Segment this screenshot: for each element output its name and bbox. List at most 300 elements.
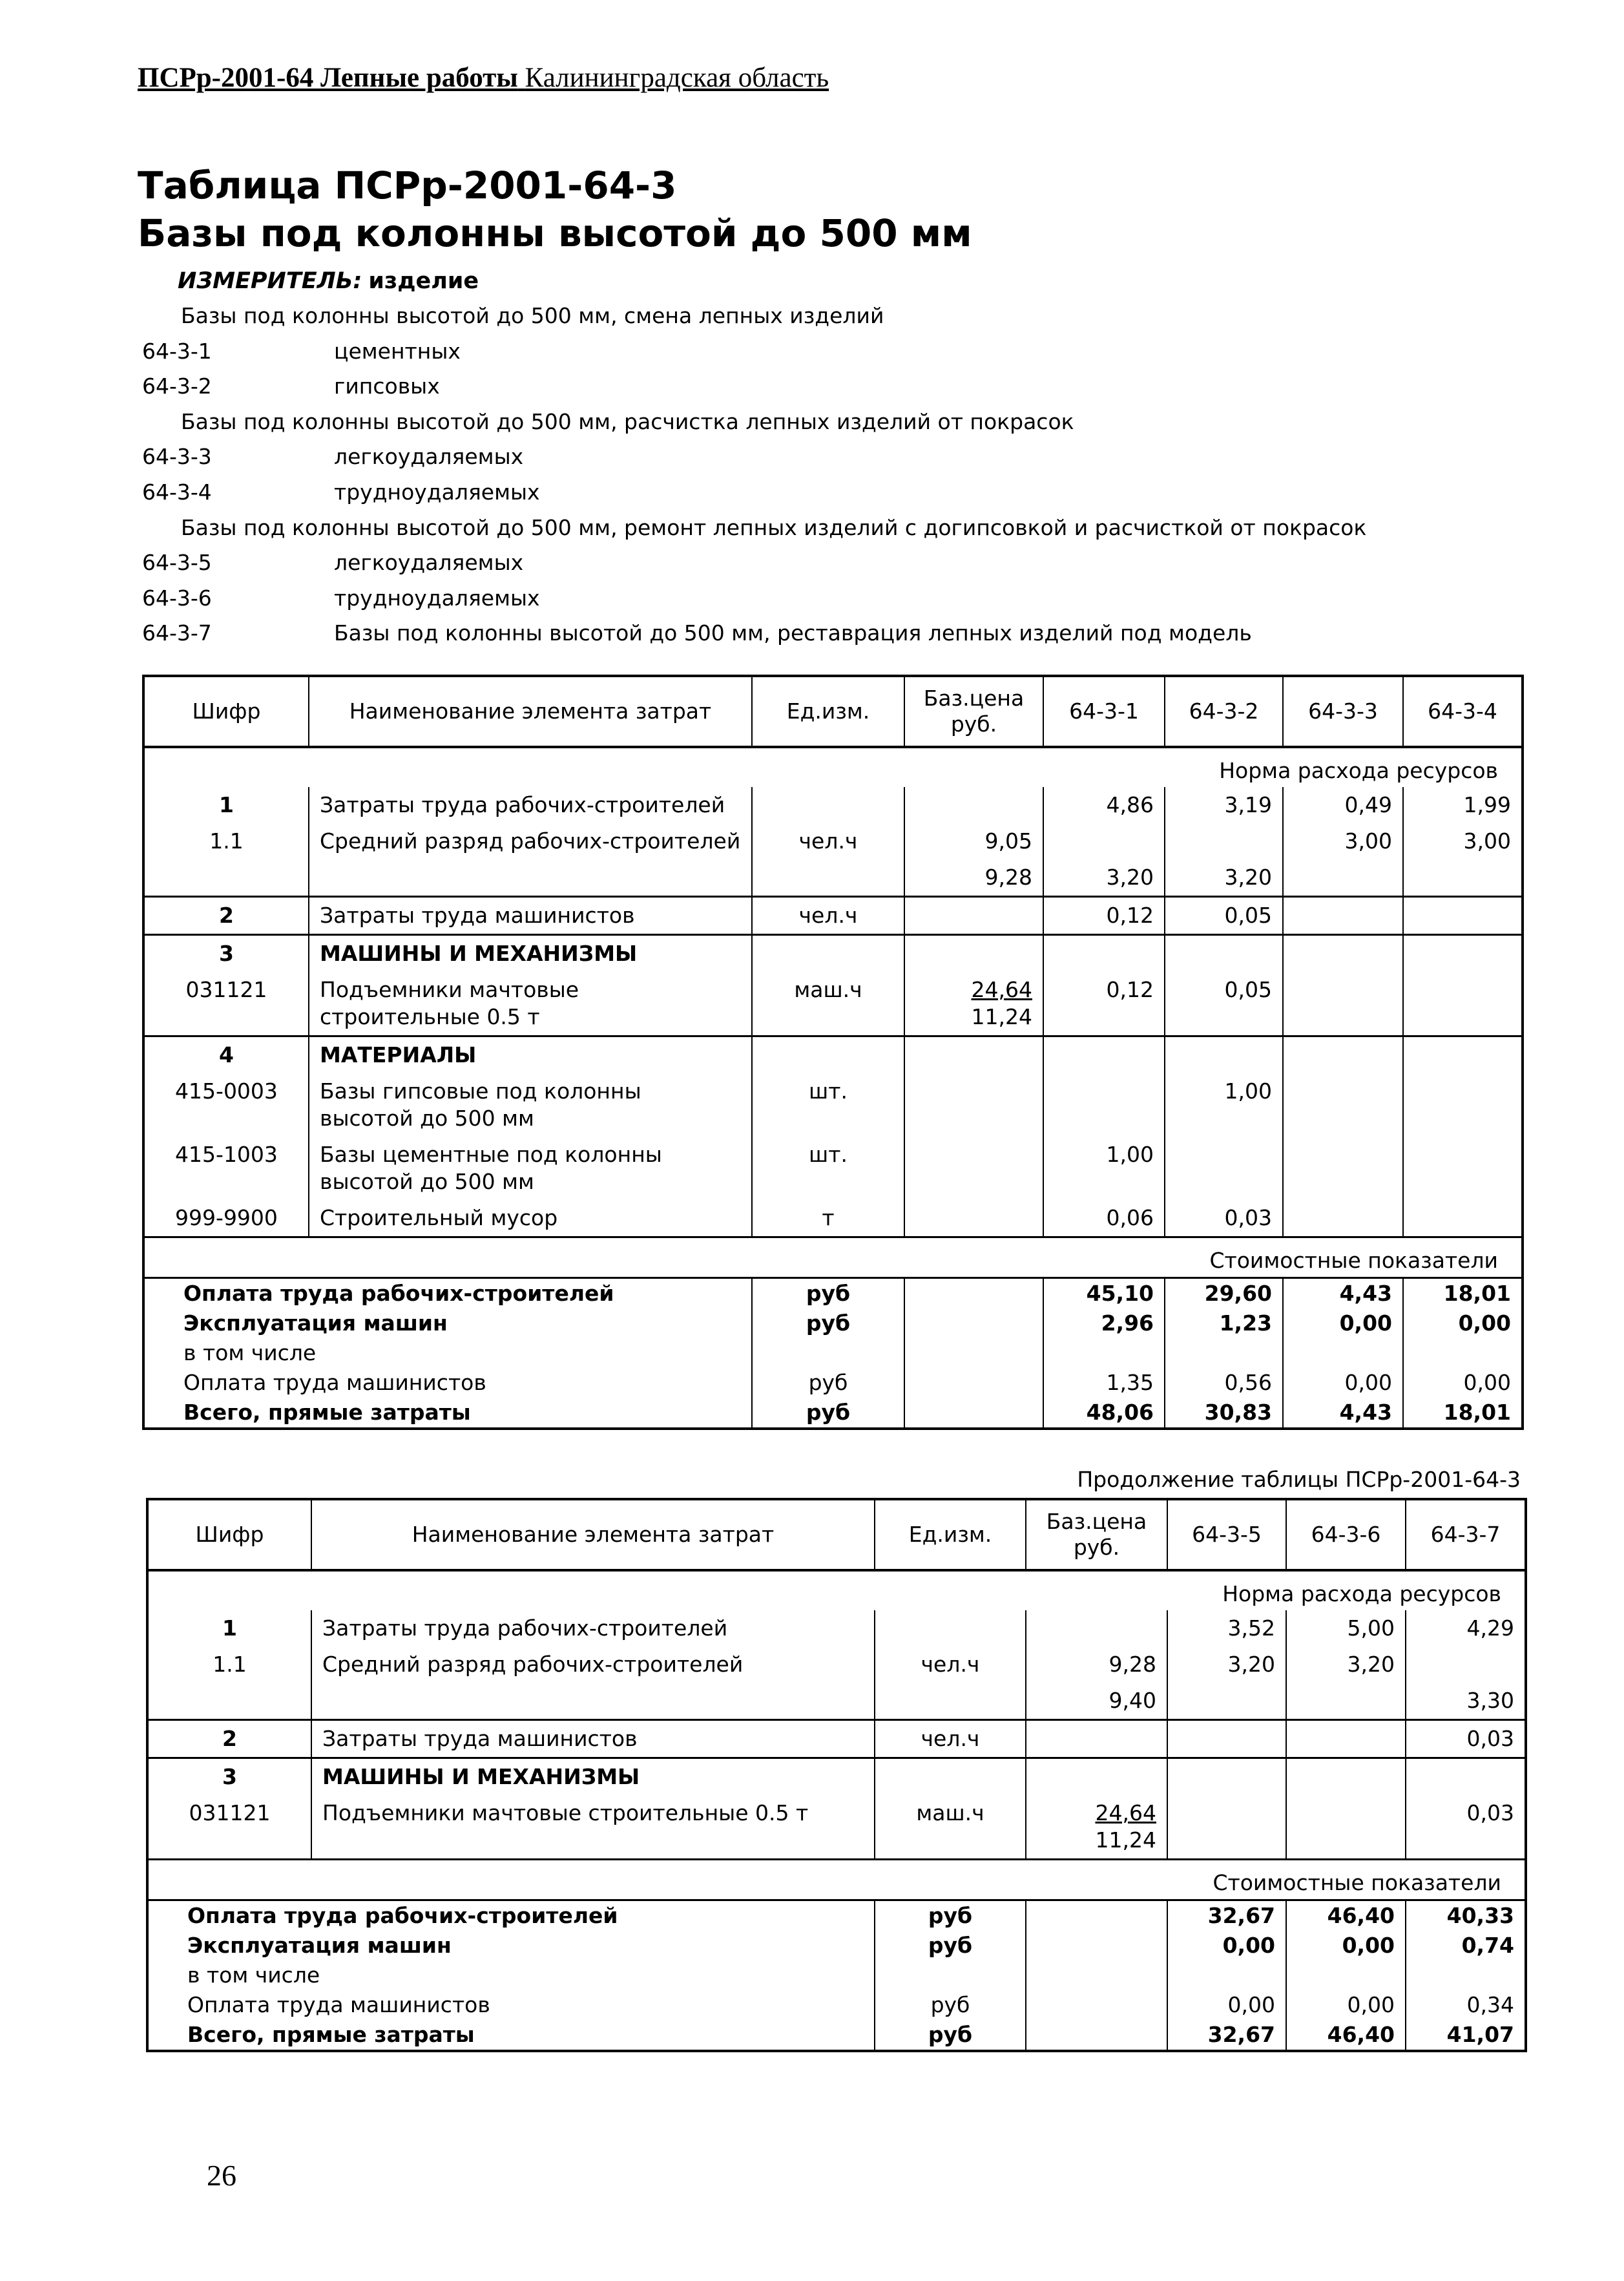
description-item bbox=[142, 334, 1366, 370]
row-unit bbox=[752, 859, 904, 897]
row-value bbox=[1403, 1137, 1523, 1200]
row-base-price bbox=[1026, 1758, 1167, 1796]
summary-name: Всего, прямые затраты bbox=[143, 1398, 752, 1429]
table-row bbox=[147, 1720, 1526, 1758]
column-header: Наименование элемента затрат bbox=[309, 676, 752, 747]
description-heading: Базы под колонны высотой до 500 мм, ремонт лепных изделий с догипсовкой и расчисткой от покрасок bbox=[181, 514, 1367, 540]
price-value: 11,24 bbox=[971, 1004, 1032, 1029]
row-unit bbox=[875, 1683, 1026, 1720]
summary-value: 0,00 bbox=[1283, 1368, 1403, 1398]
row-value bbox=[1167, 1758, 1286, 1796]
norm-label-section bbox=[143, 747, 1523, 787]
resource-group bbox=[143, 1036, 1523, 1237]
summary-value bbox=[1406, 1960, 1526, 1990]
row-value: 0,05 bbox=[1165, 897, 1283, 935]
row-unit: маш.ч bbox=[752, 972, 904, 1036]
summary-unit: руб bbox=[752, 1368, 904, 1398]
summary-value: 2,96 bbox=[1043, 1309, 1165, 1338]
summary-base-price bbox=[1026, 1900, 1167, 1931]
row-value bbox=[1043, 1036, 1165, 1074]
cost-label: Стоимостные показатели bbox=[143, 1237, 1523, 1278]
summary-unit bbox=[875, 1960, 1026, 1990]
price-value: 24,64 bbox=[971, 977, 1032, 1002]
summary-value bbox=[1167, 1960, 1286, 1990]
row-value bbox=[1286, 1758, 1406, 1796]
row-value bbox=[1403, 897, 1523, 935]
summary-name: в том числе bbox=[143, 1338, 752, 1368]
table-row bbox=[143, 1137, 1523, 1200]
summary-value bbox=[1043, 1338, 1165, 1368]
summary-unit: руб bbox=[875, 1931, 1026, 1960]
column-header bbox=[904, 676, 1043, 747]
page-title bbox=[138, 162, 972, 257]
row-value: 0,03 bbox=[1406, 1795, 1526, 1860]
table-subtitle: Базы под колонны высотой до 500 мм bbox=[138, 211, 972, 255]
row-value: 3,20 bbox=[1286, 1646, 1406, 1683]
summary-value: 0,74 bbox=[1406, 1931, 1526, 1960]
table-row bbox=[143, 897, 1523, 935]
row-name bbox=[311, 1683, 875, 1720]
item-code: 64-3-7 bbox=[142, 620, 212, 646]
item-code: 64-3-4 bbox=[142, 479, 212, 505]
summary-row bbox=[143, 1278, 1523, 1309]
item-text: трудноудаляемых bbox=[334, 479, 540, 505]
row-value bbox=[1286, 1720, 1406, 1758]
row-base-price bbox=[1026, 1683, 1167, 1720]
summary-value: 48,06 bbox=[1043, 1398, 1165, 1429]
row-name: МАТЕРИАЛЫ bbox=[309, 1036, 752, 1074]
row-value bbox=[1283, 1036, 1403, 1074]
row-unit: чел.ч bbox=[875, 1646, 1026, 1683]
row-base-price bbox=[904, 897, 1043, 935]
summary-base-price bbox=[1026, 2020, 1167, 2051]
summary-unit: руб bbox=[875, 1900, 1026, 1931]
summary-value: 0,00 bbox=[1286, 1990, 1406, 2020]
summary-value: 32,67 bbox=[1167, 2020, 1286, 2051]
row-value bbox=[1043, 823, 1165, 859]
section-row bbox=[143, 1237, 1523, 1278]
summary-base-price bbox=[904, 1368, 1043, 1398]
row-value: 0,12 bbox=[1043, 897, 1165, 935]
price-value: 9,40 bbox=[1109, 1688, 1156, 1713]
row-value bbox=[1283, 1200, 1403, 1237]
row-name: Средний разряд рабочих-строителей bbox=[311, 1646, 875, 1683]
row-value: 3,00 bbox=[1283, 823, 1403, 859]
row-code: 1 bbox=[147, 1610, 311, 1646]
row-value bbox=[1165, 823, 1283, 859]
price-value: 11,24 bbox=[1095, 1827, 1156, 1853]
cost-label: Стоимостные показатели bbox=[147, 1860, 1526, 1900]
price-value: 24,64 bbox=[1095, 1800, 1156, 1825]
row-code: 2 bbox=[147, 1720, 311, 1758]
row-unit: чел.ч bbox=[752, 897, 904, 935]
summary-value bbox=[1165, 1338, 1283, 1368]
row-value bbox=[1165, 935, 1283, 972]
summary-base-price bbox=[904, 1309, 1043, 1338]
column-header: Шифр bbox=[147, 1499, 311, 1570]
row-base-price bbox=[904, 1137, 1043, 1200]
row-value: 3,19 bbox=[1165, 787, 1283, 823]
header-row bbox=[143, 676, 1523, 747]
summary-name: Оплата труда машинистов bbox=[143, 1368, 752, 1398]
summary-value: 0,00 bbox=[1286, 1931, 1406, 1960]
price-value: 9,28 bbox=[984, 865, 1032, 890]
item-text: трудноудаляемых bbox=[334, 585, 540, 611]
row-name: Затраты труда рабочих-строителей bbox=[309, 787, 752, 823]
column-header: Ед.изм. bbox=[875, 1499, 1026, 1570]
resource-group bbox=[143, 935, 1523, 1036]
row-code: 031121 bbox=[143, 972, 309, 1036]
row-code bbox=[147, 1683, 311, 1720]
row-base-price bbox=[1026, 1646, 1167, 1683]
row-base-price bbox=[904, 1073, 1043, 1137]
row-name: Подъемники мачтовые строительные 0.5 т bbox=[309, 972, 752, 1036]
table-row bbox=[147, 1795, 1526, 1860]
price-value: 9,05 bbox=[984, 828, 1032, 854]
row-name: МАШИНЫ И МЕХАНИЗМЫ bbox=[311, 1758, 875, 1796]
row-code: 4 bbox=[143, 1036, 309, 1074]
column-header-line: Баз.цена bbox=[923, 686, 1025, 711]
row-base-price bbox=[1026, 1795, 1167, 1860]
item-text: цементных bbox=[334, 338, 461, 364]
row-code: 1.1 bbox=[143, 823, 309, 859]
row-value bbox=[1403, 859, 1523, 897]
item-code: 64-3-2 bbox=[142, 373, 212, 399]
row-value bbox=[1165, 1137, 1283, 1200]
row-value bbox=[1167, 1795, 1286, 1860]
row-base-price bbox=[904, 787, 1043, 823]
row-value bbox=[1043, 935, 1165, 972]
running-header-series: ПСРр-2001-64 Лепные работы bbox=[138, 63, 518, 93]
row-value bbox=[1403, 935, 1523, 972]
summary-name: Всего, прямые затраты bbox=[147, 2020, 875, 2051]
section-row bbox=[143, 747, 1523, 787]
summary-unit: руб bbox=[752, 1278, 904, 1309]
summary-name: Оплата труда рабочих-строителей bbox=[147, 1900, 875, 1931]
header-row bbox=[147, 1499, 1526, 1570]
summary-unit: руб bbox=[752, 1398, 904, 1429]
row-code: 415-1003 bbox=[143, 1137, 309, 1200]
summary-row bbox=[147, 2020, 1526, 2051]
summary-value: 40,33 bbox=[1406, 1900, 1526, 1931]
cost-label-section bbox=[143, 1237, 1523, 1278]
item-text: легкоудаляемых bbox=[334, 444, 524, 470]
column-header bbox=[1026, 1499, 1167, 1570]
row-value: 0,06 bbox=[1043, 1200, 1165, 1237]
row-value: 0,03 bbox=[1165, 1200, 1283, 1237]
norm-label: Норма расхода ресурсов bbox=[143, 747, 1523, 787]
resource-group bbox=[147, 1610, 1526, 1720]
summary-value: 41,07 bbox=[1406, 2020, 1526, 2051]
row-value bbox=[1283, 972, 1403, 1036]
table-row bbox=[147, 1683, 1526, 1720]
row-value: 3,52 bbox=[1167, 1610, 1286, 1646]
row-unit bbox=[875, 1758, 1026, 1796]
summary-row bbox=[147, 1900, 1526, 1931]
cost-summary bbox=[143, 1278, 1523, 1429]
table-row bbox=[143, 787, 1523, 823]
column-header: Шифр bbox=[143, 676, 309, 747]
row-value: 3,20 bbox=[1165, 859, 1283, 897]
row-value: 0,05 bbox=[1165, 972, 1283, 1036]
row-code: 1.1 bbox=[147, 1646, 311, 1683]
summary-value: 18,01 bbox=[1403, 1278, 1523, 1309]
summary-base-price bbox=[904, 1398, 1043, 1429]
summary-value bbox=[1403, 1338, 1523, 1368]
section-row bbox=[147, 1570, 1526, 1610]
summary-name: Оплата труда машинистов bbox=[147, 1990, 875, 2020]
row-code: 3 bbox=[147, 1758, 311, 1796]
resource-group bbox=[147, 1720, 1526, 1758]
row-value bbox=[1406, 1758, 1526, 1796]
item-text: легкоудаляемых bbox=[334, 550, 524, 576]
row-value bbox=[1286, 1683, 1406, 1720]
row-value: 3,00 bbox=[1403, 823, 1523, 859]
summary-unit: руб bbox=[875, 2020, 1026, 2051]
row-value: 3,20 bbox=[1043, 859, 1165, 897]
row-value: 5,00 bbox=[1286, 1610, 1406, 1646]
row-name: Затраты труда машинистов bbox=[309, 897, 752, 935]
summary-value: 0,56 bbox=[1165, 1368, 1283, 1398]
row-value bbox=[1403, 972, 1523, 1036]
row-base-price bbox=[1026, 1610, 1167, 1646]
price-value: 9,28 bbox=[1109, 1652, 1156, 1677]
row-value: 1,00 bbox=[1043, 1137, 1165, 1200]
row-name: Затраты труда машинистов bbox=[311, 1720, 875, 1758]
row-code: 999-9900 bbox=[143, 1200, 309, 1237]
summary-value: 0,00 bbox=[1403, 1309, 1523, 1338]
table-row bbox=[143, 859, 1523, 897]
summary-value: 1,23 bbox=[1165, 1309, 1283, 1338]
row-name: Затраты труда рабочих-строителей bbox=[311, 1610, 875, 1646]
running-header-region: Калининградская область bbox=[525, 63, 829, 93]
running-header bbox=[138, 62, 829, 94]
meter-value: изделие bbox=[368, 268, 479, 294]
column-header-line: Баз.цена bbox=[1046, 1509, 1147, 1534]
summary-base-price bbox=[1026, 1931, 1167, 1960]
summary-value: 32,67 bbox=[1167, 1900, 1286, 1931]
row-unit bbox=[752, 935, 904, 972]
table-row bbox=[143, 972, 1523, 1036]
summary-name: Оплата труда рабочих-строителей bbox=[143, 1278, 752, 1309]
norms-table-1 bbox=[142, 675, 1524, 1430]
item-text: гипсовых bbox=[334, 373, 440, 399]
summary-row bbox=[147, 1990, 1526, 2020]
row-unit bbox=[752, 787, 904, 823]
table-row bbox=[143, 1073, 1523, 1137]
meter-line bbox=[178, 268, 479, 294]
resource-group bbox=[147, 1758, 1526, 1860]
item-code: 64-3-1 bbox=[142, 338, 212, 364]
norm-label: Норма расхода ресурсов bbox=[147, 1570, 1526, 1610]
table-row bbox=[147, 1610, 1526, 1646]
table-continuation-caption: Продолжение таблицы ПСРр-2001-64-3 bbox=[1077, 1467, 1521, 1492]
table-row bbox=[143, 1200, 1523, 1237]
row-value bbox=[1403, 1036, 1523, 1074]
summary-row bbox=[143, 1368, 1523, 1398]
row-value: 3,30 bbox=[1406, 1683, 1526, 1720]
table-row bbox=[147, 1758, 1526, 1796]
resource-group bbox=[143, 787, 1523, 897]
summary-value bbox=[1283, 1338, 1403, 1368]
row-value bbox=[1043, 1073, 1165, 1137]
cost-label-section bbox=[147, 1860, 1526, 1900]
row-value: 3,20 bbox=[1167, 1646, 1286, 1683]
summary-name: в том числе bbox=[147, 1960, 875, 1990]
description-item bbox=[142, 581, 1366, 616]
meter-label: ИЗМЕРИТЕЛЬ: bbox=[178, 268, 362, 294]
table-title: Таблица ПСРр-2001-64-3 bbox=[138, 163, 677, 207]
row-value bbox=[1283, 1137, 1403, 1200]
description-item bbox=[142, 475, 1366, 510]
row-value: 1,00 bbox=[1165, 1073, 1283, 1137]
summary-value: 0,00 bbox=[1167, 1990, 1286, 2020]
row-value bbox=[1165, 1036, 1283, 1074]
summary-value bbox=[1286, 1960, 1406, 1990]
column-header: Наименование элемента затрат bbox=[311, 1499, 875, 1570]
description-heading: Базы под колонны высотой до 500 мм, смена лепных изделий bbox=[181, 303, 884, 328]
row-unit: т bbox=[752, 1200, 904, 1237]
summary-value: 29,60 bbox=[1165, 1278, 1283, 1309]
row-value: 4,29 bbox=[1406, 1610, 1526, 1646]
summary-value: 1,35 bbox=[1043, 1368, 1165, 1398]
item-code: 64-3-6 bbox=[142, 585, 212, 611]
row-name: Строительный мусор bbox=[309, 1200, 752, 1237]
summary-value: 18,01 bbox=[1403, 1398, 1523, 1429]
row-unit: шт. bbox=[752, 1073, 904, 1137]
row-unit: шт. bbox=[752, 1137, 904, 1200]
summary-name: Эксплуатация машин bbox=[147, 1931, 875, 1960]
row-unit bbox=[875, 1610, 1026, 1646]
row-code bbox=[143, 859, 309, 897]
row-base-price bbox=[904, 972, 1043, 1036]
table-row bbox=[143, 823, 1523, 859]
row-base-price bbox=[1026, 1720, 1167, 1758]
row-code: 1 bbox=[143, 787, 309, 823]
row-base-price bbox=[904, 1036, 1043, 1074]
row-name: МАШИНЫ И МЕХАНИЗМЫ bbox=[309, 935, 752, 972]
column-header: 64-3-6 bbox=[1286, 1499, 1406, 1570]
row-value bbox=[1403, 1073, 1523, 1137]
column-header: 64-3-3 bbox=[1283, 676, 1403, 747]
summary-row bbox=[147, 1931, 1526, 1960]
table-header bbox=[147, 1499, 1526, 1570]
summary-base-price bbox=[904, 1338, 1043, 1368]
column-header: 64-3-4 bbox=[1403, 676, 1523, 747]
summary-value: 46,40 bbox=[1286, 2020, 1406, 2051]
summary-value: 45,10 bbox=[1043, 1278, 1165, 1309]
summary-unit: руб bbox=[752, 1309, 904, 1338]
summary-base-price bbox=[904, 1278, 1043, 1309]
summary-value: 0,34 bbox=[1406, 1990, 1526, 2020]
row-name: Подъемники мачтовые строительные 0.5 т bbox=[311, 1795, 875, 1860]
norm-label-section bbox=[147, 1570, 1526, 1610]
row-name: Базы цементные под колонны высотой до 500 мм bbox=[309, 1137, 752, 1200]
row-code: 031121 bbox=[147, 1795, 311, 1860]
row-value bbox=[1286, 1795, 1406, 1860]
norms-table-2 bbox=[146, 1498, 1527, 2052]
row-value bbox=[1283, 859, 1403, 897]
row-unit: чел.ч bbox=[875, 1720, 1026, 1758]
item-text: Базы под колонны высотой до 500 мм, реставрация лепных изделий под модель bbox=[334, 620, 1252, 646]
resource-group bbox=[143, 897, 1523, 935]
summary-unit bbox=[752, 1338, 904, 1368]
row-value: 0,49 bbox=[1283, 787, 1403, 823]
summary-value: 46,40 bbox=[1286, 1900, 1406, 1931]
row-code: 415-0003 bbox=[143, 1073, 309, 1137]
section-row bbox=[147, 1860, 1526, 1900]
table-row bbox=[143, 935, 1523, 972]
row-base-price bbox=[904, 859, 1043, 897]
row-value: 1,99 bbox=[1403, 787, 1523, 823]
item-code: 64-3-5 bbox=[142, 550, 212, 576]
summary-value: 0,00 bbox=[1283, 1309, 1403, 1338]
column-header-line: руб. bbox=[1073, 1535, 1120, 1560]
row-base-price bbox=[904, 935, 1043, 972]
summary-value: 4,43 bbox=[1283, 1398, 1403, 1429]
row-value bbox=[1406, 1646, 1526, 1683]
description-list bbox=[142, 299, 1366, 651]
column-header-line: руб. bbox=[950, 711, 997, 737]
table-row bbox=[143, 1036, 1523, 1074]
row-unit: чел.ч bbox=[752, 823, 904, 859]
row-value bbox=[1283, 1073, 1403, 1137]
row-unit: маш.ч bbox=[875, 1795, 1026, 1860]
row-name: Базы гипсовые под колонны высотой до 500 мм bbox=[309, 1073, 752, 1137]
summary-value: 4,43 bbox=[1283, 1278, 1403, 1309]
column-header: 64-3-5 bbox=[1167, 1499, 1286, 1570]
row-base-price bbox=[904, 823, 1043, 859]
row-value bbox=[1283, 897, 1403, 935]
description-item bbox=[142, 439, 1366, 475]
row-unit bbox=[752, 1036, 904, 1074]
cost-summary bbox=[147, 1900, 1526, 2052]
summary-row bbox=[143, 1398, 1523, 1429]
row-value bbox=[1167, 1683, 1286, 1720]
page-number: 26 bbox=[207, 2159, 236, 2192]
row-value: 4,86 bbox=[1043, 787, 1165, 823]
table-header bbox=[143, 676, 1523, 747]
description-heading: Базы под колонны высотой до 500 мм, расчистка лепных изделий от покрасок bbox=[181, 408, 1074, 434]
summary-unit: руб bbox=[875, 1990, 1026, 2020]
row-value bbox=[1403, 1200, 1523, 1237]
column-header: 64-3-7 bbox=[1406, 1499, 1526, 1570]
summary-value: 30,83 bbox=[1165, 1398, 1283, 1429]
summary-value: 0,00 bbox=[1167, 1931, 1286, 1960]
row-value bbox=[1167, 1720, 1286, 1758]
description-item bbox=[142, 545, 1366, 581]
row-value: 0,03 bbox=[1406, 1720, 1526, 1758]
row-base-price bbox=[904, 1200, 1043, 1237]
row-code: 3 bbox=[143, 935, 309, 972]
summary-value: 0,00 bbox=[1403, 1368, 1523, 1398]
description-item bbox=[142, 369, 1366, 405]
column-header: 64-3-2 bbox=[1165, 676, 1283, 747]
summary-row bbox=[143, 1338, 1523, 1368]
table-row bbox=[147, 1646, 1526, 1683]
item-code: 64-3-3 bbox=[142, 444, 212, 470]
summary-row bbox=[143, 1309, 1523, 1338]
column-header: Ед.изм. bbox=[752, 676, 904, 747]
summary-base-price bbox=[1026, 1960, 1167, 1990]
summary-name: Эксплуатация машин bbox=[143, 1309, 752, 1338]
summary-row bbox=[147, 1960, 1526, 1990]
row-value bbox=[1283, 935, 1403, 972]
column-header: 64-3-1 bbox=[1043, 676, 1165, 747]
description-item bbox=[142, 616, 1366, 651]
row-name bbox=[309, 859, 752, 897]
row-value: 0,12 bbox=[1043, 972, 1165, 1036]
